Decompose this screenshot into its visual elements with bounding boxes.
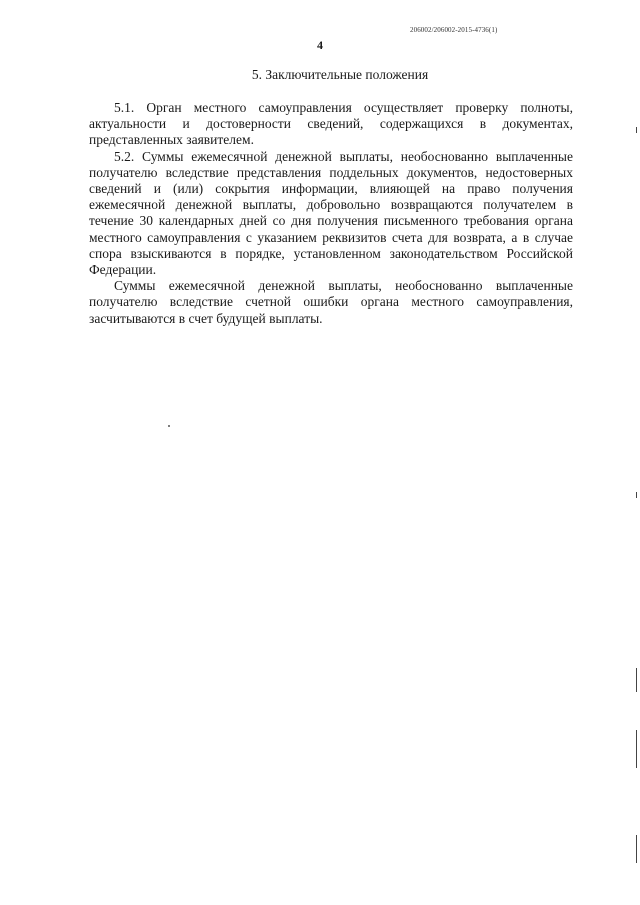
section-title: 5. Заключительные положения [251,67,429,82]
scan-edge-mark [636,668,637,692]
paragraph-5-2: 5.2. Суммы ежемесячной денежной выплаты, необоснованно выплаченные получателю вследствие представления поддельных документов, недостоверных сведений и (или) сокрытия информации, влияющей на право получения ежемесячной денежной выплаты, добровольно возвращаются получателем в течение 30 календарных дней со дня получения письменного требования органа местного самоуправления с указанием реквизитов счета для возврата, а в случае спора взыскиваются в порядке, установленном законодательством Российской Федерации. [89,148,573,278]
scan-edge-mark [636,835,637,863]
paragraph-5-2-continued: Суммы ежемесячной денежной выплаты, необоснованно выплаченные получателю вследствие счетной ошибки органа местного самоуправления, засчитываются в счет будущей выплаты. [89,278,573,326]
scan-artifact-dot [168,425,170,427]
scan-edge-mark [636,127,637,133]
scan-edge-mark [636,492,637,498]
page-number: 4 [317,38,323,52]
paragraph-5-1: 5.1. Орган местного самоуправления осуществляет проверку полноты, актуальности и достоверности сведений, содержащихся в документах, представленных заявителем. [89,100,573,148]
document-body [89,100,573,327]
scan-edge-mark [636,730,637,768]
document-id: 206002/206002-2015-4736(1) [410,26,498,34]
